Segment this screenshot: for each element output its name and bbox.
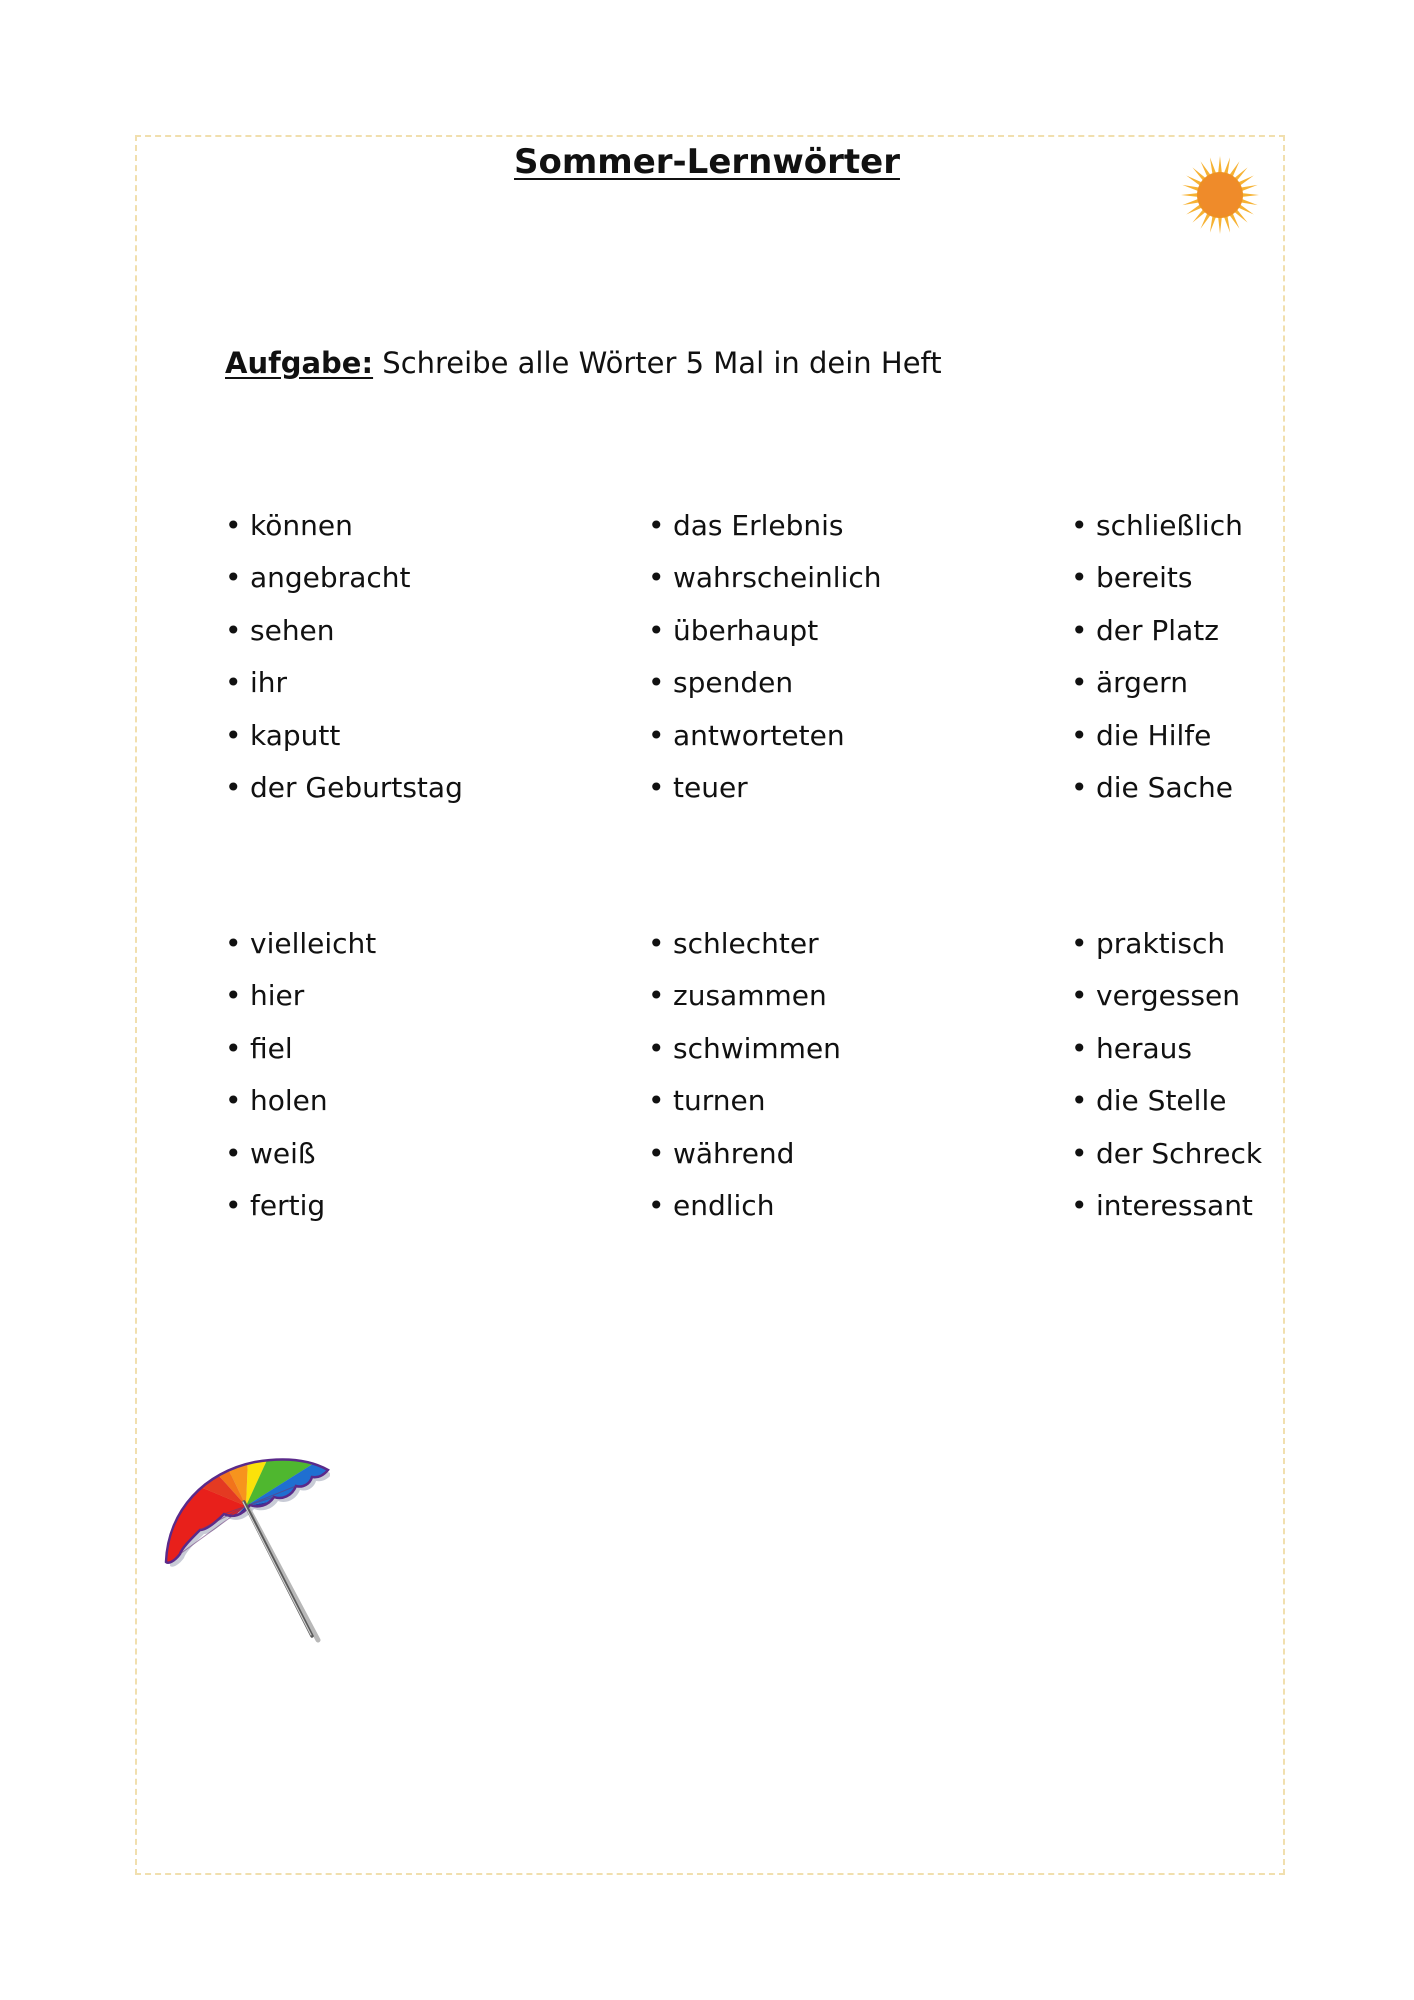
word-item: • können (225, 507, 463, 559)
word-item: • bereits (1071, 559, 1243, 611)
word-item: • vergessen (1071, 977, 1262, 1029)
word-item: • schlechter (648, 925, 841, 977)
word-item: • die Hilfe (1071, 717, 1243, 769)
word-item: • kaputt (225, 717, 463, 769)
word-item: • spenden (648, 664, 882, 716)
word-item: • teuer (648, 769, 882, 821)
word-item: • schwimmen (648, 1030, 841, 1082)
word-column (225, 925, 376, 1239)
word-item: • angebracht (225, 559, 463, 611)
word-item: • überhaupt (648, 612, 882, 664)
task-label: Aufgabe: (225, 346, 374, 380)
word-item: • der Geburtstag (225, 769, 463, 821)
word-item: • zusammen (648, 977, 841, 1029)
word-item: • endlich (648, 1187, 841, 1239)
task-text: Schreibe alle Wörter 5 Mal in dein Heft (373, 346, 942, 380)
word-item: • praktisch (1071, 925, 1262, 977)
word-item: • der Schreck (1071, 1135, 1262, 1187)
word-item: • ärgern (1071, 664, 1243, 716)
word-column (225, 507, 463, 821)
word-item: • das Erlebnis (648, 507, 882, 559)
word-item: • vielleicht (225, 925, 376, 977)
word-item: • der Platz (1071, 612, 1243, 664)
word-item: • heraus (1071, 1030, 1262, 1082)
word-item: • hier (225, 977, 376, 1029)
sun-icon (1180, 155, 1260, 235)
word-item: • schließlich (1071, 507, 1243, 559)
word-item: • interessant (1071, 1187, 1262, 1239)
word-item: • fiel (225, 1030, 376, 1082)
page-title: Sommer-Lernwörter (514, 142, 900, 182)
word-item: • während (648, 1135, 841, 1187)
word-item: • fertig (225, 1187, 376, 1239)
word-item: • holen (225, 1082, 376, 1134)
word-item: • die Sache (1071, 769, 1243, 821)
task-instruction (225, 346, 942, 380)
word-item: • wahrscheinlich (648, 559, 882, 611)
umbrella-icon (160, 1450, 330, 1645)
word-item: • weiß (225, 1135, 376, 1187)
word-item: • ihr (225, 664, 463, 716)
word-column (648, 925, 841, 1239)
word-column (648, 507, 882, 821)
word-item: • sehen (225, 612, 463, 664)
word-item: • antworteten (648, 717, 882, 769)
word-item: • die Stelle (1071, 1082, 1262, 1134)
word-column (1071, 925, 1262, 1239)
word-column (1071, 507, 1243, 821)
word-item: • turnen (648, 1082, 841, 1134)
